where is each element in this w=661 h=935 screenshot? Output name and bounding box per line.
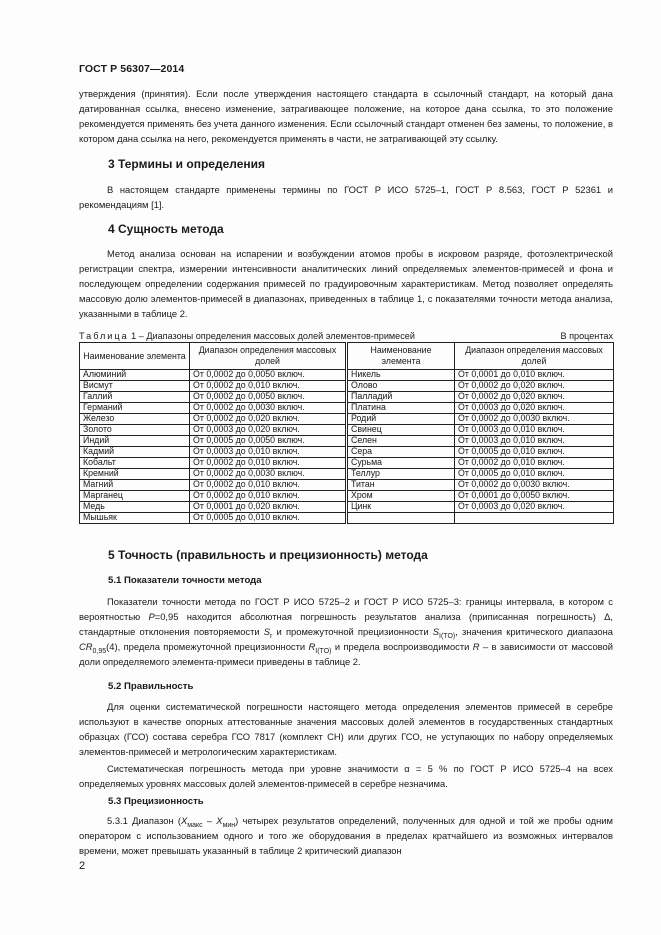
element-name-cell: Кремний [80,469,190,480]
range-cell: От 0,0003 до 0,020 включ. [455,502,614,513]
range-cell: От 0,0002 до 0,0030 включ. [455,414,614,425]
element-name-cell: Висмут [80,381,190,392]
table-row [80,458,614,469]
range-cell: От 0,0001 до 0,0050 включ. [455,491,614,502]
table-row [80,447,614,458]
range-cell: От 0,0003 до 0,010 включ. [190,447,347,458]
element-name-cell: Сурьма [347,458,455,469]
table-row [80,436,614,447]
table-row [80,469,614,480]
range-cell: От 0,0003 до 0,020 включ. [190,425,347,436]
range-cell: От 0,0001 до 0,020 включ. [190,502,347,513]
range-cell: От 0,0002 до 0,010 включ. [190,480,347,491]
range-cell: От 0,0002 до 0,010 включ. [455,458,614,469]
element-name-cell: Хром [347,491,455,502]
range-cell: От 0,0003 до 0,020 включ. [455,403,614,414]
element-name-cell: Титан [347,480,455,491]
range-cell: От 0,0002 до 0,0030 включ. [190,403,347,414]
section-4-title: 4 Сущность метода [108,222,224,236]
section-5-2-title: 5.2 Правильность [108,681,194,692]
intro-paragraph: утверждения (принятия). Если после утверждения настоящего стандарта в ссылочный стандарт, на который дана датированная ссылка, внесено изменение, затрагивающее положение, на которое дана ссылка, то это положение рекомендуется применять без учета данного изменения. Если ссылочный стандарт отменен без замены, то положение, в котором дана ссылка на него, рекомендуется применять в части, не затрагивающей эту ссылку. [79,88,613,144]
table-1-caption-label: Таблица [79,331,129,341]
table-row [80,414,614,425]
section-3-title: 3 Термины и определения [108,157,266,171]
range-cell: От 0,0001 до 0,010 включ. [455,370,614,381]
element-name-cell: Платина [347,403,455,414]
range-cell: От 0,0005 до 0,010 включ. [190,513,347,524]
element-name-cell: Цинк [347,502,455,513]
element-name-cell: Теллур [347,469,455,480]
table-row [80,392,614,403]
range-cell: От 0,0002 до 0,0050 включ. [190,392,347,403]
table-header-row [80,343,614,370]
element-name-cell: Марганец [80,491,190,502]
range-cell: От 0,0002 до 0,020 включ. [190,414,347,425]
section-4-text: Метод анализа основан на испарении и возбуждении атомов пробы в искровом разряде, фотоэлектрической регистрации спектра, измерении интенсивности аналитических линий определяемых элементов-примесей и фона и последующем определении содержания примесей по градуировочным характеристикам. Метод позволяет определять массовую долю элементов-примесей в диапазонах, приведенных в таблице 1, с показателями точности метода анализа, указанными в таблице 2. [79,248,613,319]
table-row [80,370,614,381]
element-name-cell: Кобальт [80,458,190,469]
table-1 [79,342,614,524]
table-header-cell: Наименование элемента [347,343,455,370]
section-5-1-text: Показатели точности метода по ГОСТ Р ИСО 5725–2 и ГОСТ Р ИСО 5725–3: границы интервала, в котором с вероятностью P=0,95 находится абсолютная погрешность результатов анализа (приписанная погрешность) Δ, стандартные отклонения повторяемости $S_r$ и промежуточной прецизионности $S_{I(TO)}$, значения критического диапазона $CR_{0,95}(4)$, предела промежуточной прецизионности $R_{I(TO)}$ и предела воспроизводимости R – в зависимости от массовой доли определяемого элемента-примеси приведены в таблице 2. [79,596,613,667]
range-cell: От 0,0002 до 0,0050 включ. [190,370,347,381]
element-name-cell: Магний [80,480,190,491]
element-name-cell: Родий [347,414,455,425]
range-cell: От 0,0002 до 0,010 включ. [190,381,347,392]
section-5-3-1-text: 5.3.1 Диапазон $(X_{макс} - X_{мин})$ четырех результатов определений, полученных для одной и той же пробы одним оператором с использованием одного и того же оборудования в пределах кратчайшего из возможных интервалов времени, может превышать указанный в таблице 2 критический диапазон [79,815,613,856]
element-name-cell: Галлий [80,392,190,403]
table-header-cell: Диапазон определения массовых долей [190,343,347,370]
table-1-caption-text: 1 – Диапазоны определения массовых долей элементов-примесей [128,331,415,341]
range-cell: От 0,0002 до 0,010 включ. [190,491,347,502]
table-1-unit: В процентах [560,331,613,341]
document-header: ГОСТ Р 56307—2014 [79,63,185,75]
range-cell: От 0,0002 до 0,020 включ. [455,392,614,403]
range-cell: От 0,0005 до 0,010 включ. [455,447,614,458]
table-header-cell: Диапазон определения массовых долей [455,343,614,370]
range-cell [455,513,614,524]
element-name-cell: Селен [347,436,455,447]
table-1-body [80,370,614,524]
section-5-title: 5 Точность (правильность и прецизионность) метода [108,548,428,562]
element-name-cell: Сера [347,447,455,458]
table-row [80,513,614,524]
element-name-cell: Мышьяк [80,513,190,524]
element-name-cell: Свинец [347,425,455,436]
element-name-cell: Железо [80,414,190,425]
section-3-text: В настоящем стандарте применены термины по ГОСТ Р ИСО 5725–1, ГОСТ Р 8.563, ГОСТ Р 52361 и рекомендациям [1]. [79,184,613,210]
element-name-cell [347,513,455,524]
table-row [80,480,614,491]
table-row [80,381,614,392]
element-name-cell: Кадмий [80,447,190,458]
element-name-cell: Германий [80,403,190,414]
element-name-cell: Индий [80,436,190,447]
element-name-cell: Алюминий [80,370,190,381]
element-name-cell: Олово [347,381,455,392]
range-cell: От 0,0003 до 0,010 включ. [455,425,614,436]
range-cell: От 0,0002 до 0,020 включ. [455,381,614,392]
range-cell: От 0,0005 до 0,010 включ. [455,469,614,480]
element-name-cell: Золото [80,425,190,436]
range-cell: От 0,0003 до 0,010 включ. [455,436,614,447]
table-row [80,491,614,502]
range-cell: От 0,0002 до 0,0030 включ. [190,469,347,480]
element-name-cell: Медь [80,502,190,513]
page-number: 2 [79,860,86,872]
section-5-1-title: 5.1 Показатели точности метода [108,575,262,586]
table-row [80,425,614,436]
section-5-2-paragraph-1: Для оценки систематической погрешности настоящего метода определения элементов примесей в серебре используют в качестве опорных аттестованные значения массовых долей элементов в государственных стандартных образцах (ГСО) состава серебра ГСО 7817 (комплект СН) или других ГСО, не уступающих по набору определяемых элементов-примесей и метрологическим характеристикам. [79,701,613,757]
table-row [80,403,614,414]
section-5-2-paragraph-2: Систематическая погрешность метода при уровне значимости α = 5 % по ГОСТ Р ИСО 5725–4 на всех определяемых уровнях массовых долей элементов-примесей в серебре незначима. [79,763,613,789]
table-header-cell: Наименование элемента [80,343,190,370]
element-name-cell: Палладий [347,392,455,403]
range-cell: От 0,0002 до 0,010 включ. [190,458,347,469]
range-cell: От 0,0005 до 0,0050 включ. [190,436,347,447]
section-5-3-title: 5.3 Прецизионность [108,796,204,807]
range-cell: От 0,0002 до 0,0030 включ. [455,480,614,491]
element-name-cell: Никель [347,370,455,381]
table-row [80,502,614,513]
